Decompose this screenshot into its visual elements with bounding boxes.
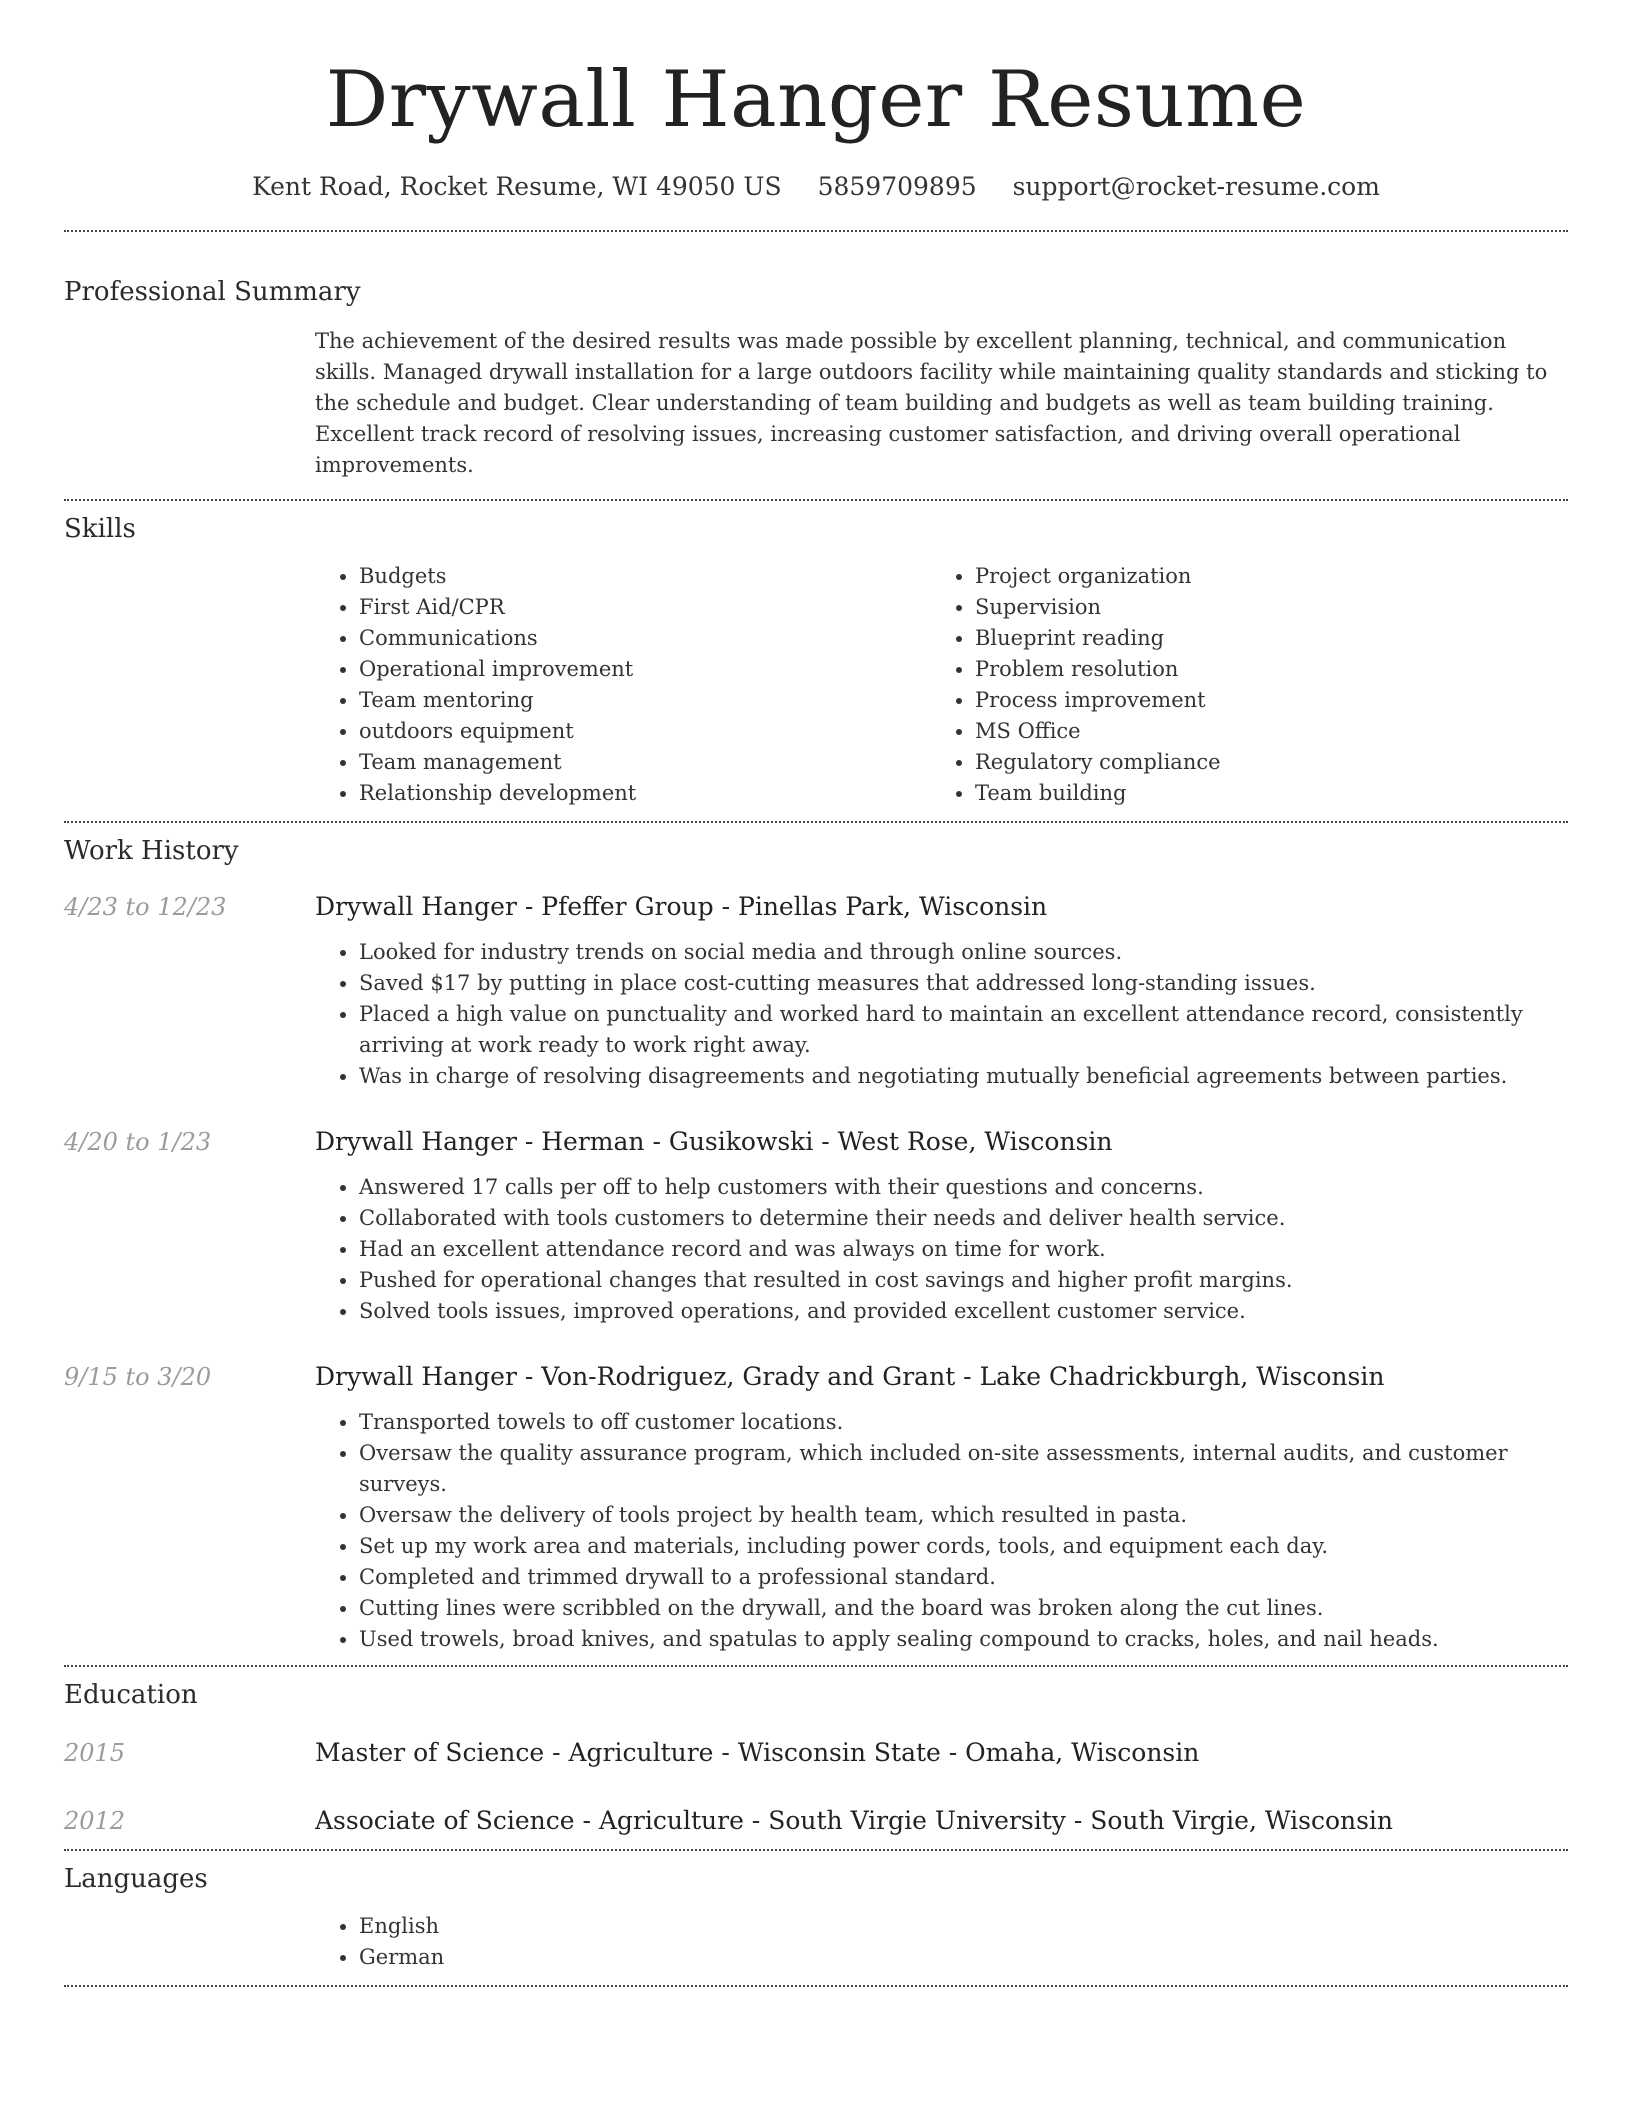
contact-address: Kent Road, Rocket Resume, WI 49050 US [252, 172, 782, 201]
education-date: 2015 [64, 1739, 126, 1767]
job-bullet: • Was in charge of resolving disagreements and negotiating mutually beneficial agreements between parties. [359, 1061, 1568, 1092]
job-bullet: • Oversaw the quality assurance program, which included on-site assessments, internal audits, and customer surveys. [359, 1438, 1568, 1500]
skill-item: • Team mentoring [359, 685, 931, 716]
job-bullet: • Saved $17 by putting in place cost-cutting measures that addressed long-standing issues. [359, 968, 1568, 999]
job-bullet: • Placed a high value on punctuality and worked hard to maintain an excellent attendance record, consistently arriving at work ready to work right away. [359, 999, 1568, 1061]
skill-item: • Budgets [359, 561, 931, 592]
skill-item: • Regulatory compliance [975, 747, 1547, 778]
job-bullets [315, 1172, 1568, 1327]
job-bullet: • Had an excellent attendance record and was always on time for work. [359, 1234, 1568, 1265]
section-title-education: Education [64, 1680, 198, 1710]
education-title: Master of Science - Agriculture - Wisconsin State - Omaha, Wisconsin [315, 1738, 1200, 1767]
skill-item: • First Aid/CPR [359, 592, 931, 623]
job-bullet: • Pushed for operational changes that resulted in cost savings and higher profit margins. [359, 1265, 1568, 1296]
education-list [64, 1735, 1568, 1849]
section-title-languages: Languages [64, 1864, 208, 1894]
job-entry [64, 1359, 1568, 1655]
job-date: 4/20 to 1/23 [64, 1128, 212, 1156]
skill-item: • outdoors equipment [359, 716, 931, 747]
skill-item: • Project organization [975, 561, 1547, 592]
education-date: 2012 [64, 1807, 126, 1835]
section-languages [64, 1851, 1568, 1973]
skill-item: • Supervision [975, 592, 1547, 623]
education-entry [64, 1803, 1568, 1839]
job-bullet: • Answered 17 calls per off to help customers with their questions and concerns. [359, 1172, 1568, 1203]
job-date: 4/23 to 12/23 [64, 893, 227, 921]
language-item: • English [359, 1911, 1568, 1942]
skill-item: • Communications [359, 623, 931, 654]
contact-email: support@rocket-resume.com [1012, 172, 1380, 201]
divider [64, 1985, 1568, 1987]
education-title: Associate of Science - Agriculture - South Virgie University - South Virgie, Wisconsin [315, 1806, 1394, 1835]
language-item: • German [359, 1942, 1568, 1973]
job-list [64, 889, 1568, 1665]
job-entry [64, 1124, 1568, 1327]
job-bullets [315, 1407, 1568, 1655]
job-bullet: • Looked for industry trends on social media and through online sources. [359, 937, 1568, 968]
job-title: Drywall Hanger - Von-Rodriguez, Grady and Grant - Lake Chadrickburgh, Wisconsin [315, 1362, 1385, 1391]
skills-column-left [315, 561, 931, 809]
job-bullets [315, 937, 1568, 1092]
contact-line [64, 168, 1568, 206]
language-list [315, 1911, 1568, 1973]
job-body [315, 1359, 1568, 1655]
section-title-skills: Skills [64, 514, 136, 544]
job-bullet: • Set up my work area and materials, including power cords, tools, and equipment each day. [359, 1531, 1568, 1562]
skills-grid [315, 561, 1568, 809]
skill-item: • MS Office [975, 716, 1547, 747]
education-entry [64, 1735, 1568, 1771]
job-bullet: • Transported towels to off customer locations. [359, 1407, 1568, 1438]
job-bullet: • Solved tools issues, improved operations, and provided excellent customer service. [359, 1296, 1568, 1327]
job-body [315, 1124, 1568, 1327]
skill-item: • Process improvement [975, 685, 1547, 716]
section-summary [64, 232, 1568, 481]
job-title: Drywall Hanger - Pfeffer Group - Pinellas Park, Wisconsin [315, 892, 1048, 921]
job-date: 9/15 to 3/20 [64, 1363, 212, 1391]
skill-item: • Team management [359, 747, 931, 778]
job-bullet: • Used trowels, broad knives, and spatulas to apply sealing compound to cracks, holes, and nail heads. [359, 1624, 1568, 1655]
job-body [315, 889, 1568, 1092]
job-bullet: • Cutting lines were scribbled on the drywall, and the board was broken along the cut lines. [359, 1593, 1568, 1624]
section-work-history [64, 823, 1568, 1665]
skills-column-right [931, 561, 1547, 809]
job-bullet: • Completed and trimmed drywall to a professional standard. [359, 1562, 1568, 1593]
skill-item: • Problem resolution [975, 654, 1547, 685]
skill-item: • Blueprint reading [975, 623, 1547, 654]
resume-page [64, 0, 1568, 1987]
section-title-work: Work History [64, 836, 239, 866]
resume-title: Drywall Hanger Resume [325, 55, 1307, 145]
section-education [64, 1667, 1568, 1849]
job-bullet: • Collaborated with tools customers to determine their needs and deliver health service. [359, 1203, 1568, 1234]
job-title: Drywall Hanger - Herman - Gusikowski - West Rose, Wisconsin [315, 1127, 1113, 1156]
section-skills [64, 501, 1568, 809]
skill-item: • Relationship development [359, 778, 931, 809]
summary-text: The achievement of the desired results was made possible by excellent planning, technical, and communication skills. Managed drywall installation for a large outdoors facility while maintaining quality standards and sticking to the schedule and budget. Clear understanding of team building and budgets as well as team building training. Excellent track record of resolving issues, increasing customer satisfaction, and driving overall operational improvements. [315, 329, 1548, 477]
skill-item: • Team building [975, 778, 1547, 809]
skill-item: • Operational improvement [359, 654, 931, 685]
job-entry [64, 889, 1568, 1092]
section-title-summary: Professional Summary [64, 277, 361, 307]
job-bullet: • Oversaw the delivery of tools project by health team, which resulted in pasta. [359, 1500, 1568, 1531]
contact-phone: 5859709895 [817, 172, 977, 201]
